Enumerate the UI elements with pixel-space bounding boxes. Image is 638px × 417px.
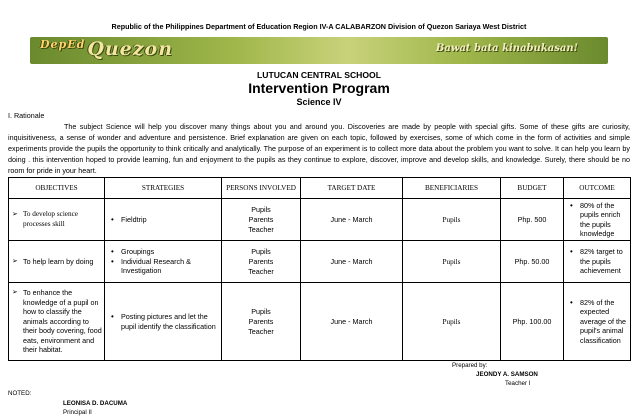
strategies-cell: [105, 283, 222, 361]
col-header-persons-involved: PERSONS INVOLVED: [222, 178, 301, 199]
objective-cell: [9, 283, 105, 361]
objective-item: ➢ To develop science processes skill: [23, 210, 102, 229]
table-row: [9, 241, 631, 283]
budget-cell: Php. 100.00: [501, 283, 564, 361]
school-name: LUTUCAN CENTRAL SCHOOL: [257, 70, 381, 80]
program-title: Intervention Program: [248, 80, 390, 96]
noter-name: LEONISA D. DACUMA: [63, 400, 128, 407]
outcome-cell: [564, 199, 631, 241]
strategy-item: • Groupings: [121, 247, 219, 257]
persons-cell: [222, 199, 301, 241]
deped-logo-text: DepEd: [40, 38, 86, 51]
outcome-cell: [564, 241, 631, 283]
col-header-budget: BUDGET: [501, 178, 564, 199]
person-item: Parents: [248, 316, 274, 326]
col-header-beneficiaries: BENEFICIARIES: [403, 178, 501, 199]
objective-cell: [9, 241, 105, 283]
header-line: Republic of the Philippines Department of Education Region IV-A CALABARZON Division of Quezon Sariaya West District: [111, 22, 527, 31]
outcome-cell: [564, 283, 631, 361]
person-item: Teacher: [248, 224, 274, 234]
objective-cell: [9, 199, 105, 241]
rationale-heading: I. Rationale: [8, 111, 45, 120]
intervention-table: [8, 177, 631, 361]
subject-title: Science IV: [296, 97, 342, 107]
beneficiaries-cell: Pupils: [403, 283, 501, 361]
col-header-outcome: OUTCOME: [564, 178, 631, 199]
outcome-item: • 82% target to the pupils achievement: [580, 247, 628, 276]
person-item: Pupils: [251, 306, 271, 316]
strategies-cell: [105, 241, 222, 283]
objective-item: ➢ To enhance the knowledge of a pupil on how to classify the animals according to their body covering, food eats, environment and their habitat.: [23, 288, 102, 355]
strategy-item: • Fieldtrip: [121, 215, 219, 225]
deped-quezon-banner: [30, 37, 608, 64]
table-row: [9, 199, 631, 241]
col-header-target-date: TARGET DATE: [301, 178, 403, 199]
budget-cell: Php. 500: [501, 199, 564, 241]
noter-role: Principal II: [63, 409, 92, 416]
table-header-row: [9, 178, 631, 199]
deped-quezon-logo: [40, 38, 173, 60]
target-date-cell: June - March: [301, 199, 403, 241]
beneficiaries-cell: Pupils: [403, 241, 501, 283]
preparer-role: Teacher I: [505, 380, 531, 387]
strategy-item: • Individual Research & Investigation: [121, 257, 219, 276]
target-date-cell: June - March: [301, 283, 403, 361]
outcome-item: • 82% of the expected average of the pupil's animal classification: [580, 298, 628, 346]
prepared-by-label: Prepared by:: [452, 362, 488, 369]
outcome-item: • 80% of the pupils enrich the pupils knowledge: [580, 201, 628, 239]
person-item: Pupils: [251, 246, 271, 256]
budget-cell: Php. 50.00: [501, 241, 564, 283]
col-header-objectives: OBJECTIVES: [9, 178, 105, 199]
persons-cell: [222, 283, 301, 361]
strategies-cell: [105, 199, 222, 241]
person-item: Parents: [248, 214, 274, 224]
preparer-name: JEONDY A. SAMSON: [476, 371, 538, 378]
person-item: Pupils: [251, 204, 271, 214]
noted-label: NOTED:: [8, 390, 32, 397]
rationale-text: The subject Science will help you discover many things about you and around you. Discoveries are made by people with special gifts. Some of these gifts are curiosity, inquisitiveness, a sense of wonder and adventure and persistence. Brief explanation are given on each topic, followed by exercises, some of which come in the form of activities and simple experiments provide the pupils the opportunity to think critically and analytically. The purpose of an experiment is to collect more data about the problem you want to solve. It can help you learn by doing . this intervention hoped to provide learning, fun and enjoyment to the pupils as they continue to explore, discover, improve and develop skills, and knowledge. Surely, there should be no room for pride in your heart.: [8, 122, 630, 175]
strategy-item: • Posting pictures and let the pupil identify the classification: [121, 312, 219, 331]
person-item: Teacher: [248, 326, 274, 336]
objective-item: ➢ To help learn by doing: [23, 257, 102, 267]
persons-cell: [222, 241, 301, 283]
target-date-cell: June - March: [301, 241, 403, 283]
quezon-logo-text: Quezon: [87, 38, 174, 60]
person-item: Teacher: [248, 266, 274, 276]
banner-slogan: Bawat bata kinabukasan!: [435, 43, 578, 54]
beneficiaries-cell: Pupils: [403, 199, 501, 241]
col-header-strategies: STRATEGIES: [105, 178, 222, 199]
person-item: Parents: [248, 256, 274, 266]
table-row: [9, 283, 631, 361]
